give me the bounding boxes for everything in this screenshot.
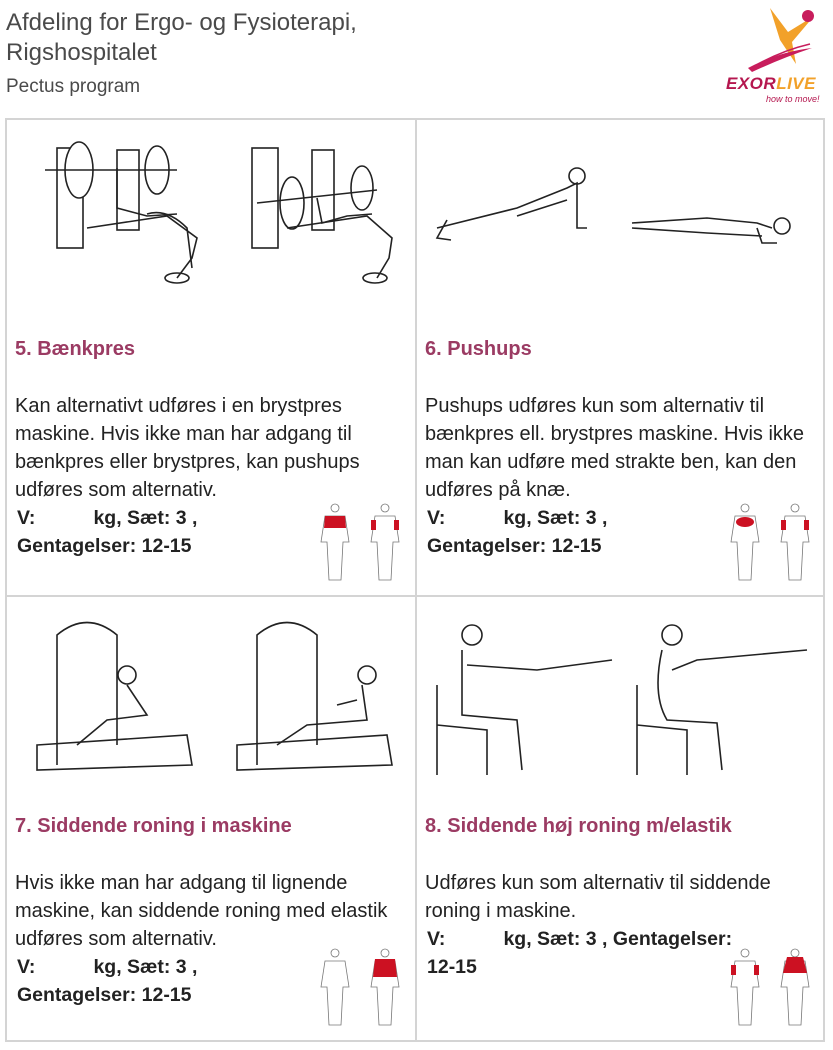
muscle-map-chest-triceps-icon <box>313 502 413 584</box>
muscle-map-biceps-upper-back-icon <box>723 947 823 1029</box>
exercise-title: 6. Pushups <box>425 338 532 360</box>
exercise-dosage <box>17 953 317 1009</box>
reps-text: Gentagelser: 12-15 <box>427 535 602 557</box>
muscle-map-upper-back-icon <box>313 947 413 1029</box>
exercise-description: Kan alternativt udføres i en brystpres maskine. Hvis ikke man har adgang til bænkpres eller brystpres, kan pushups udføres som alternativ. <box>15 395 360 501</box>
reps-text: Gentagelser: 12-15 <box>17 535 192 557</box>
sets-text: kg, Sæt: 3 , <box>93 507 198 529</box>
program-subtitle: Pectus program <box>6 76 141 97</box>
seated-row-machine-illustration <box>17 605 407 785</box>
logo-figure-icon <box>718 2 830 74</box>
exercise-card-8 <box>417 597 823 1040</box>
reps-text: 12-15 <box>427 956 477 978</box>
page-header <box>0 0 833 118</box>
pushups-illustration <box>427 128 817 308</box>
sets-reps-text: kg, Sæt: 3 , Gentagelser: <box>503 928 733 950</box>
seated-high-row-elastic-illustration <box>427 605 817 785</box>
exercise-title: 8. Siddende høj roning m/elastik <box>425 815 732 837</box>
exorlive-logo <box>718 2 830 106</box>
exercise-dosage <box>427 504 727 560</box>
exercise-grid <box>5 118 825 1042</box>
sets-text: kg, Sæt: 3 , <box>93 956 198 978</box>
muscle-map-chest-triceps-icon <box>723 502 823 584</box>
exercise-description: Udføres kun som alternativ til siddende roning i maskine. <box>425 872 771 922</box>
exercise-description: Pushups udføres kun som alternativ til bænkpres ell. brystpres maskine. Hvis ikke man kan udføre med strakte ben, kan den udføres på knæ. <box>425 395 805 501</box>
exercise-card-5 <box>7 120 413 595</box>
logo-wordmark: EXORLIVE <box>726 74 816 93</box>
exercise-dosage <box>17 504 317 560</box>
exercise-card-6 <box>417 120 823 595</box>
exercise-card-7 <box>7 597 413 1040</box>
logo-tagline: how to move! <box>766 94 820 104</box>
weight-label: V: <box>427 928 446 950</box>
bench-press-illustration <box>17 128 407 308</box>
sets-text: kg, Sæt: 3 , <box>503 507 608 529</box>
weight-label: V: <box>17 956 36 978</box>
exercise-title: 5. Bænkpres <box>15 338 136 360</box>
exercise-description: Hvis ikke man har adgang til lignende maskine, kan siddende roning med elastik udføres som alternativ. <box>15 872 388 950</box>
org-title: Afdeling for Ergo- og Fysioterapi, Rigshospitalet <box>6 9 357 66</box>
weight-label: V: <box>427 507 446 529</box>
exercise-title: 7. Siddende roning i maskine <box>15 815 292 837</box>
reps-text: Gentagelser: 12-15 <box>17 984 192 1006</box>
weight-label: V: <box>17 507 36 529</box>
